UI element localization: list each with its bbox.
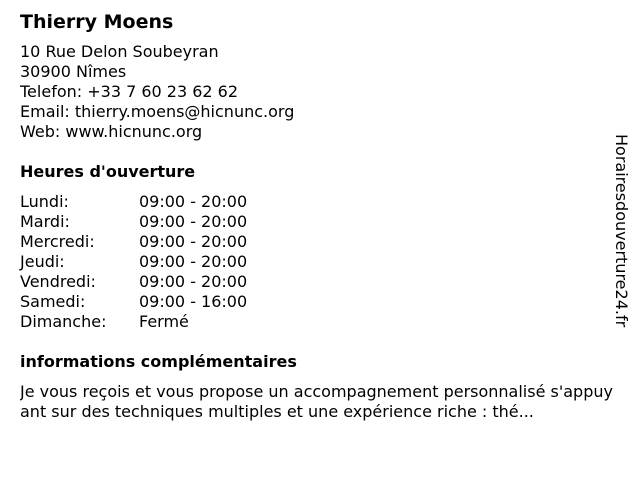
hours-row-jeudi — [20, 252, 620, 272]
brand-watermark: Horairesdouverture24.fr — [612, 134, 631, 328]
day-label: Mercredi: — [20, 232, 95, 251]
day-label: Lundi: — [20, 192, 69, 211]
hours-row-lundi — [20, 192, 620, 212]
email-line: Email: thierry.moens@hicnunc.org — [20, 102, 295, 121]
day-hours: 09:00 - 16:00 — [139, 292, 248, 311]
hours-row-dimanche — [20, 312, 620, 332]
day-label: Mardi: — [20, 212, 70, 231]
hours-row-mercredi — [20, 232, 620, 252]
address-street: 10 Rue Delon Soubeyran — [20, 42, 219, 61]
business-card — [20, 10, 620, 422]
day-hours: 09:00 - 20:00 — [139, 192, 248, 211]
address-city: 30900 Nîmes — [20, 62, 127, 81]
day-hours: 09:00 - 20:00 — [139, 272, 248, 291]
hours-row-vendredi — [20, 272, 620, 292]
hours-row-samedi — [20, 292, 620, 312]
day-label: Samedi: — [20, 292, 86, 311]
hours-title: Heures d'ouverture — [20, 162, 196, 181]
info-text: Je vous reçois et vous propose un accompagnement personnalisé s'appuyant sur des techniques multiples et une expérience riche : thé... — [20, 382, 613, 421]
day-label: Dimanche: — [20, 312, 107, 331]
web-line: Web: www.hicnunc.org — [20, 122, 203, 141]
day-hours: Fermé — [139, 312, 189, 331]
day-label: Vendredi: — [20, 272, 96, 291]
hours-row-mardi — [20, 212, 620, 232]
day-label: Jeudi: — [20, 252, 65, 271]
day-hours: 09:00 - 20:00 — [139, 252, 248, 271]
info-title: informations complémentaires — [20, 352, 297, 371]
hours-table — [20, 192, 620, 332]
business-name: Thierry Moens — [20, 11, 174, 33]
day-hours: 09:00 - 20:00 — [139, 232, 248, 251]
day-hours: 09:00 - 20:00 — [139, 212, 248, 231]
phone-line: Telefon: +33 7 60 23 62 62 — [20, 82, 239, 101]
